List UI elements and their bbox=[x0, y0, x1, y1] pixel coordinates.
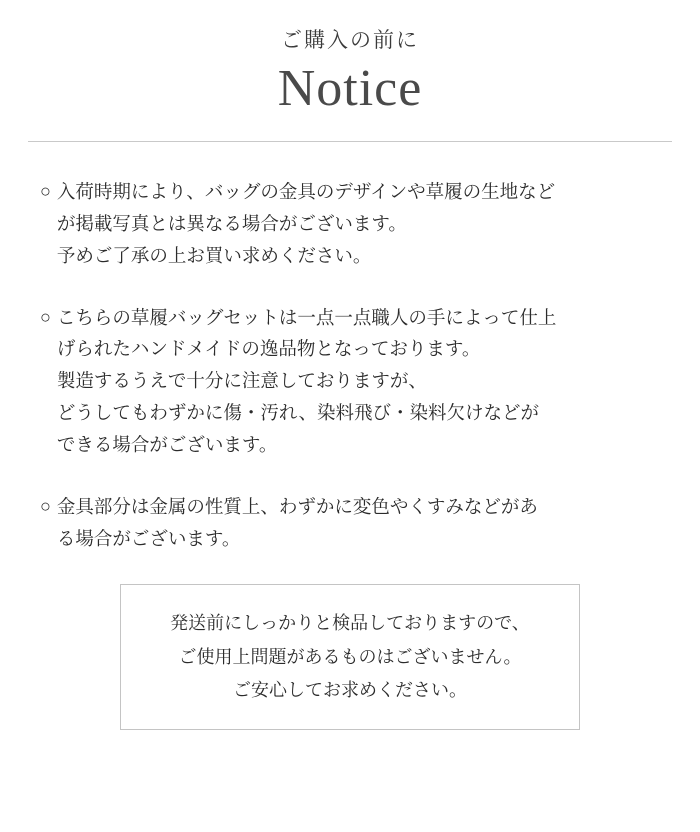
notice-line: こちらの草履バッグセットは一点一点職人の手によって仕上 bbox=[56, 306, 557, 328]
notice-line: 金具部分は金属の性質上、わずかに変色やくすみなどがあ bbox=[56, 495, 538, 517]
page-subtitle: ご購入の前に bbox=[281, 28, 419, 52]
callout-line: ご使用上問題があるものはございません。 bbox=[178, 646, 522, 667]
notice-line: 予めご了承の上お買い求めください。 bbox=[56, 244, 372, 266]
notice-item bbox=[40, 491, 660, 555]
callout-box bbox=[120, 584, 580, 730]
bullet-icon: ○ bbox=[40, 181, 51, 202]
notice-item-text bbox=[57, 176, 660, 271]
notice-item bbox=[40, 176, 660, 271]
notice-line: が掲載写真とは異なる場合がございます。 bbox=[56, 213, 407, 234]
page-title: Notice bbox=[277, 60, 423, 118]
notice-line: 入荷時期により、バッグの金具のデザインや草履の生地など bbox=[56, 181, 556, 203]
callout-line: ご安心してお求めください。 bbox=[233, 679, 467, 700]
notice-item bbox=[40, 302, 660, 461]
bullet-icon: ○ bbox=[40, 306, 51, 327]
notice-line: げられたハンドメイドの逸品物となっております。 bbox=[56, 338, 481, 360]
callout-line: 発送前にしっかりと検品しておりますので、 bbox=[170, 613, 530, 634]
notice-list bbox=[0, 142, 700, 730]
page-header bbox=[0, 0, 700, 119]
notice-line: どうしてもわずかに傷・汚れ、染料飛び・染料欠けなどが bbox=[56, 402, 539, 424]
notice-line: できる場合がございます。 bbox=[56, 433, 278, 455]
notice-item-text bbox=[57, 491, 660, 555]
bullet-icon: ○ bbox=[40, 495, 51, 516]
notice-line: る場合がございます。 bbox=[56, 527, 241, 549]
notice-line: 製造するうえで十分に注意しておりますが、 bbox=[56, 370, 427, 392]
notice-item-text bbox=[57, 302, 660, 461]
